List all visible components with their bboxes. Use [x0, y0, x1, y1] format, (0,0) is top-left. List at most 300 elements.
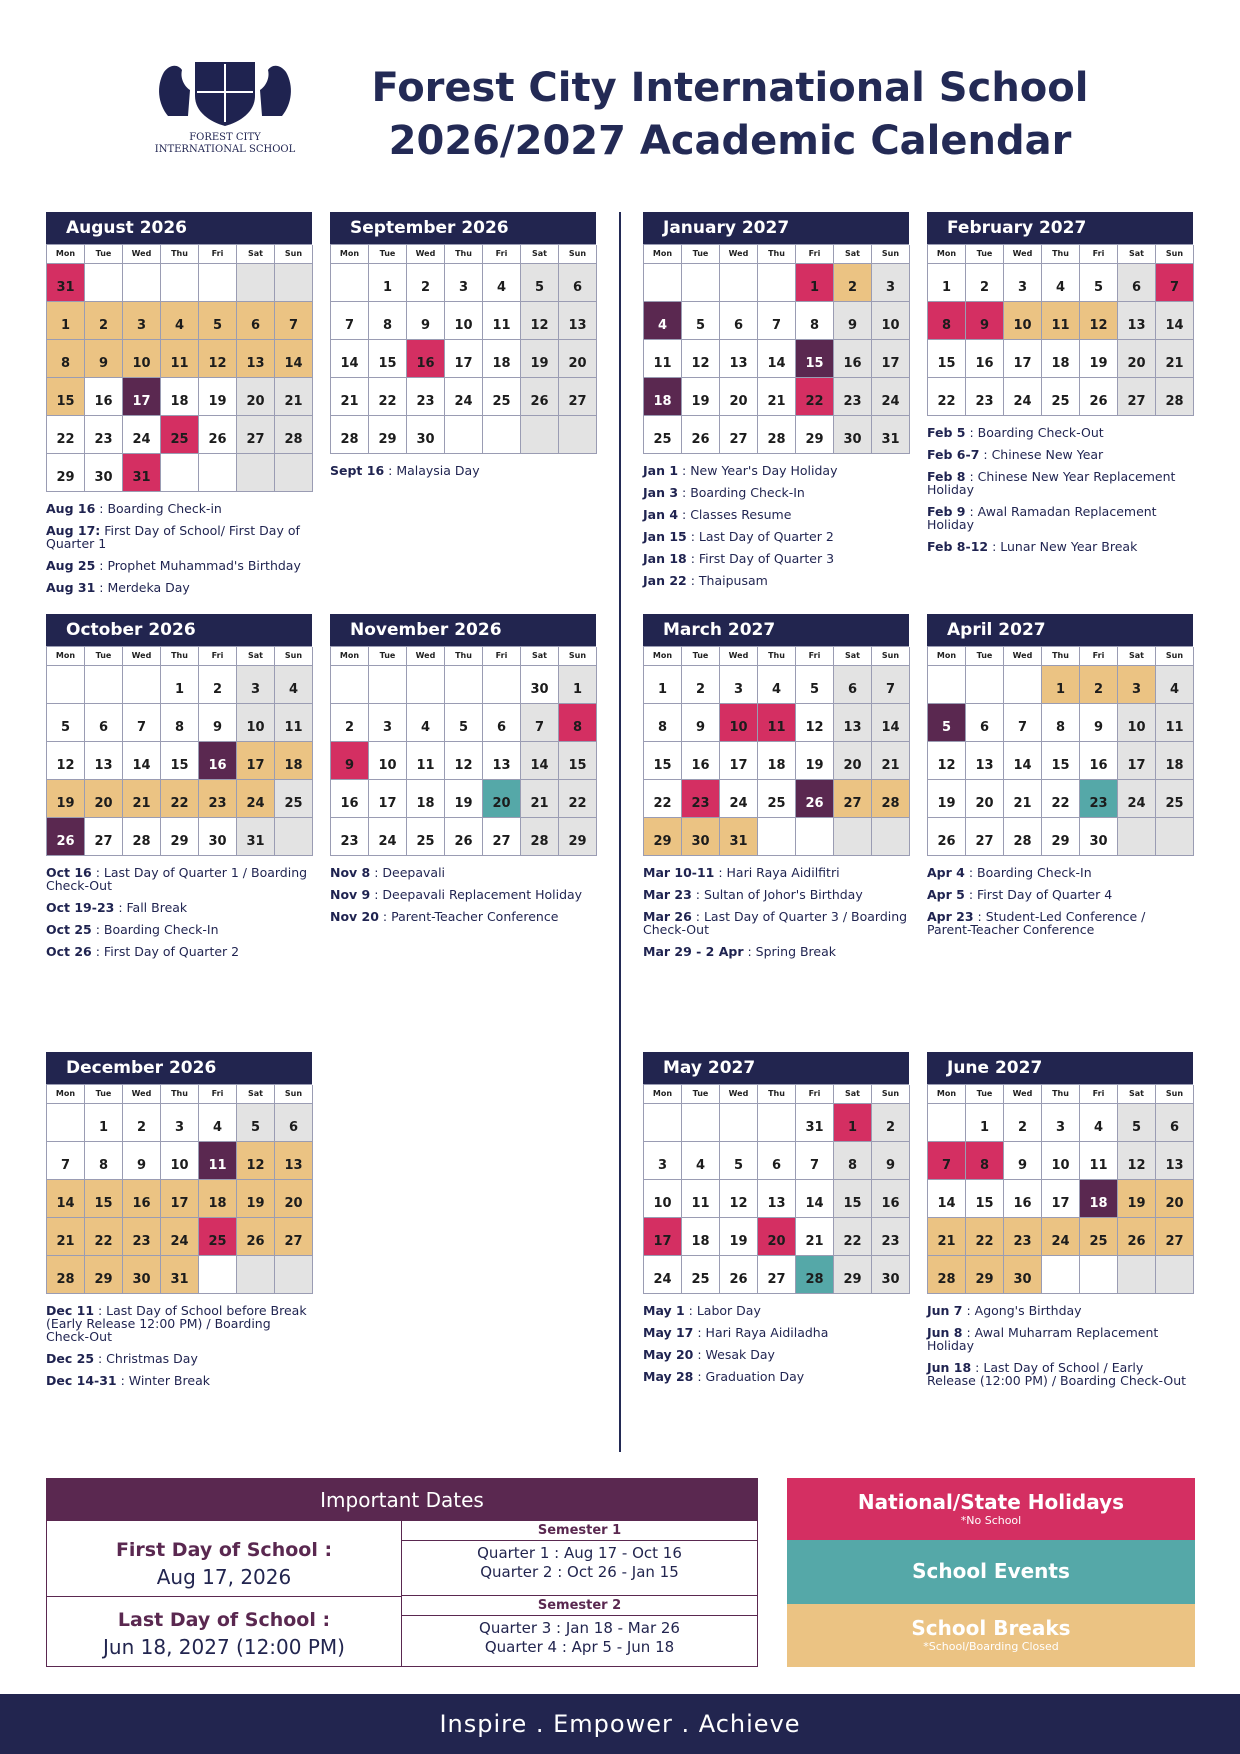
event-date: Feb 6-7 [927, 447, 980, 462]
calendar-day: 13 [559, 302, 597, 340]
calendar-day: 14 [758, 340, 796, 378]
month-title: February 2027 [927, 212, 1193, 244]
calendar-day: 2 [123, 1104, 161, 1142]
calendar-day: 28 [521, 818, 559, 856]
calendar-day: 29 [834, 1256, 872, 1294]
event-date: May 1 [643, 1303, 685, 1318]
calendar-day [85, 264, 123, 302]
weekday-header: Fri [796, 245, 834, 264]
weekday-header: Fri [1080, 245, 1118, 264]
calendar-day: 16 [1004, 1180, 1042, 1218]
calendar-day: 5 [682, 302, 720, 340]
calendar-day: 12 [1080, 302, 1118, 340]
month-feb [927, 212, 1193, 562]
event-item [46, 502, 312, 515]
calendar-day: 8 [369, 302, 407, 340]
calendar-day: 18 [483, 340, 521, 378]
month-title: March 2027 [643, 614, 909, 646]
event-item [46, 1352, 312, 1365]
calendar-day [237, 1256, 275, 1294]
calendar-day [644, 1104, 682, 1142]
event-item [927, 910, 1193, 936]
month-grid [643, 244, 909, 454]
semester-2: Semester 2 [402, 1596, 757, 1616]
event-item [643, 888, 909, 901]
calendar-day: 12 [521, 302, 559, 340]
calendar-day: 28 [47, 1256, 85, 1294]
event-text: : Awal Muharram Replacement Holiday [927, 1325, 1159, 1353]
calendar-day: 19 [796, 742, 834, 780]
month-events [927, 1304, 1193, 1387]
calendar-day: 11 [682, 1180, 720, 1218]
calendar-day: 2 [331, 704, 369, 742]
calendar-day: 27 [483, 818, 521, 856]
calendar-day: 17 [369, 780, 407, 818]
weekday-header: Mon [928, 1085, 966, 1104]
calendar-day [758, 264, 796, 302]
month-grid [46, 1084, 312, 1294]
calendar-day [928, 1104, 966, 1142]
weekday-header: Sat [237, 647, 275, 666]
event-item [46, 945, 312, 958]
calendar-day: 1 [161, 666, 199, 704]
semesters [401, 1521, 757, 1667]
event-date: Nov 20 [330, 909, 379, 924]
event-date: Jun 7 [927, 1303, 963, 1318]
calendar-day: 15 [966, 1180, 1004, 1218]
calendar-day: 14 [872, 704, 910, 742]
calendar-day [237, 454, 275, 492]
semester-2-quarters [402, 1616, 757, 1657]
calendar-day [275, 1256, 313, 1294]
month-events [643, 866, 909, 958]
calendar-day: 20 [275, 1180, 313, 1218]
event-text: : Prophet Muhammad's Birthday [95, 558, 301, 573]
calendar-day: 6 [275, 1104, 313, 1142]
calendar-day: 6 [834, 666, 872, 704]
calendar-day: 30 [1004, 1256, 1042, 1294]
calendar-day: 18 [275, 742, 313, 780]
event-text: : Chinese New Year Replacement Holiday [927, 469, 1176, 497]
calendar-day: 19 [199, 378, 237, 416]
event-date: Apr 23 [927, 909, 974, 924]
event-item [643, 910, 909, 936]
weekday-header: Sat [237, 245, 275, 264]
event-date: Feb 8-12 [927, 539, 989, 554]
calendar-day: 11 [644, 340, 682, 378]
weekday-header: Sat [834, 1085, 872, 1104]
weekday-header: Wed [407, 647, 445, 666]
calendar-day: 22 [47, 416, 85, 454]
calendar-day [796, 818, 834, 856]
calendar-day: 19 [445, 780, 483, 818]
event-item [46, 866, 312, 892]
calendar-day: 13 [237, 340, 275, 378]
event-item [643, 1370, 909, 1383]
event-text: : Student-Led Conference / Parent-Teacher Conference [927, 909, 1146, 937]
weekday-header: Wed [1004, 245, 1042, 264]
month-grid [330, 244, 596, 454]
calendar-day: 20 [237, 378, 275, 416]
calendar-day: 15 [47, 378, 85, 416]
calendar-day: 11 [275, 704, 313, 742]
month-nov [330, 614, 596, 932]
month-aug [46, 212, 312, 603]
calendar-day [966, 666, 1004, 704]
month-jun [927, 1052, 1193, 1396]
calendar-day: 7 [796, 1142, 834, 1180]
calendar-day: 9 [966, 302, 1004, 340]
calendar-day: 8 [796, 302, 834, 340]
calendar-day: 20 [758, 1218, 796, 1256]
calendar-day: 17 [161, 1180, 199, 1218]
calendar-day: 8 [161, 704, 199, 742]
calendar-day: 6 [237, 302, 275, 340]
event-item [46, 1304, 312, 1343]
event-date: Oct 16 [46, 865, 92, 880]
event-text: : New Year's Day Holiday [678, 463, 838, 478]
calendar-day: 22 [834, 1218, 872, 1256]
calendar-day: 30 [872, 1256, 910, 1294]
event-date: Jan 3 [643, 485, 679, 500]
event-item [927, 448, 1193, 461]
calendar-day: 20 [966, 780, 1004, 818]
month-title: December 2026 [46, 1052, 312, 1084]
event-date: Aug 25 [46, 558, 96, 573]
weekday-header: Tue [966, 1085, 1004, 1104]
calendar-day: 22 [85, 1218, 123, 1256]
event-date: Oct 19-23 [46, 900, 115, 915]
weekday-header: Tue [85, 1085, 123, 1104]
calendar-day: 21 [758, 378, 796, 416]
calendar-day: 5 [199, 302, 237, 340]
event-date: Mar 10-11 [643, 865, 715, 880]
calendar-day: 23 [407, 378, 445, 416]
calendar-day [1156, 1256, 1194, 1294]
calendar-day: 4 [161, 302, 199, 340]
calendar-day: 28 [123, 818, 161, 856]
calendar-day: 20 [720, 378, 758, 416]
calendar-day: 12 [682, 340, 720, 378]
calendar-day: 1 [644, 666, 682, 704]
weekday-header: Sun [872, 647, 910, 666]
month-grid [927, 646, 1193, 856]
calendar-day: 15 [1042, 742, 1080, 780]
calendar-day: 10 [1118, 704, 1156, 742]
month-dec [46, 1052, 312, 1396]
event-date: Sept 16 [330, 463, 385, 478]
calendar-day: 12 [796, 704, 834, 742]
weekday-header: Tue [369, 245, 407, 264]
calendar-day: 20 [1156, 1180, 1194, 1218]
calendar-day: 14 [123, 742, 161, 780]
calendar-day [445, 666, 483, 704]
calendar-day: 5 [796, 666, 834, 704]
event-text: : Parent-Teacher Conference [378, 909, 559, 924]
calendar-day: 8 [834, 1142, 872, 1180]
calendar-day [369, 666, 407, 704]
calendar-day: 27 [758, 1256, 796, 1294]
weekday-header: Thu [1042, 245, 1080, 264]
calendar-day: 6 [85, 704, 123, 742]
event-item [643, 1304, 909, 1317]
weekday-header: Thu [1042, 647, 1080, 666]
calendar-day: 14 [796, 1180, 834, 1218]
calendar-day: 27 [275, 1218, 313, 1256]
event-item [643, 866, 909, 879]
calendar-day [720, 1104, 758, 1142]
month-events [927, 426, 1193, 553]
calendar-day: 21 [1004, 780, 1042, 818]
calendar-day: 7 [275, 302, 313, 340]
calendar-day: 15 [161, 742, 199, 780]
calendar-day: 3 [872, 264, 910, 302]
calendar-day: 7 [521, 704, 559, 742]
calendar-day: 1 [834, 1104, 872, 1142]
last-day-block [47, 1609, 401, 1659]
event-date: Jan 1 [643, 463, 679, 478]
calendar-day [758, 1104, 796, 1142]
calendar-day: 15 [559, 742, 597, 780]
calendar-day: 25 [682, 1256, 720, 1294]
weekday-header: Sat [237, 1085, 275, 1104]
calendar-day: 21 [872, 742, 910, 780]
month-title: November 2026 [330, 614, 596, 646]
event-item [46, 524, 312, 550]
month-events [330, 464, 596, 477]
calendar-day: 17 [720, 742, 758, 780]
month-mar [643, 614, 909, 967]
event-date: Jan 4 [643, 507, 679, 522]
event-text: : Boarding Check-Out [965, 425, 1104, 440]
calendar-day: 18 [758, 742, 796, 780]
weekday-header: Thu [445, 245, 483, 264]
calendar-day: 14 [928, 1180, 966, 1218]
calendar-day: 8 [47, 340, 85, 378]
weekday-header: Mon [644, 245, 682, 264]
calendar-day: 30 [407, 416, 445, 454]
calendar-day: 19 [1080, 340, 1118, 378]
month-grid [643, 1084, 909, 1294]
calendar-day: 14 [275, 340, 313, 378]
month-title: September 2026 [330, 212, 596, 244]
calendar-day: 31 [123, 454, 161, 492]
weekday-header: Mon [644, 1085, 682, 1104]
calendar-day: 21 [47, 1218, 85, 1256]
calendar-day: 19 [237, 1180, 275, 1218]
weekday-header: Mon [644, 647, 682, 666]
calendar-day: 25 [1156, 780, 1194, 818]
event-item [643, 464, 909, 477]
legend-breaks [787, 1604, 1195, 1667]
event-text: : Labor Day [684, 1303, 761, 1318]
event-date: Mar 26 [643, 909, 692, 924]
event-date: May 28 [643, 1369, 694, 1384]
legend-holidays-note: *No School [960, 1514, 1022, 1527]
calendar-day [559, 416, 597, 454]
legend-events [787, 1540, 1195, 1604]
calendar-day [1156, 818, 1194, 856]
footer-slogan: Inspire . Empower . Achieve [0, 1694, 1240, 1754]
calendar-day: 25 [644, 416, 682, 454]
weekday-header: Sun [275, 245, 313, 264]
calendar-day: 23 [85, 416, 123, 454]
event-item [643, 1348, 909, 1361]
event-date: Apr 5 [927, 887, 965, 902]
event-item [46, 559, 312, 572]
calendar-day: 21 [796, 1218, 834, 1256]
calendar-day: 2 [199, 666, 237, 704]
calendar-day [521, 416, 559, 454]
calendar-day: 24 [123, 416, 161, 454]
calendar-day: 28 [758, 416, 796, 454]
calendar-day: 20 [1118, 340, 1156, 378]
calendar-day: 3 [720, 666, 758, 704]
weekday-header: Sat [521, 245, 559, 264]
calendar-day: 8 [85, 1142, 123, 1180]
event-date: Aug 16 [46, 501, 96, 516]
calendar-day [123, 264, 161, 302]
calendar-day: 25 [275, 780, 313, 818]
event-date: Jan 18 [643, 551, 687, 566]
weekday-header: Sun [559, 245, 597, 264]
event-text: : Thaipusam [686, 573, 768, 588]
calendar-day: 20 [559, 340, 597, 378]
calendar-day: 23 [834, 378, 872, 416]
calendar-day: 18 [682, 1218, 720, 1256]
calendar-day: 26 [682, 416, 720, 454]
event-item [643, 552, 909, 565]
calendar-day: 5 [1118, 1104, 1156, 1142]
calendar-day: 9 [834, 302, 872, 340]
calendar-day [331, 666, 369, 704]
calendar-day: 29 [796, 416, 834, 454]
calendar-day: 26 [796, 780, 834, 818]
calendar-day: 5 [47, 704, 85, 742]
weekday-header: Fri [199, 647, 237, 666]
calendar-day: 18 [1042, 340, 1080, 378]
calendar-day: 23 [123, 1218, 161, 1256]
quarter-2: Quarter 2 : Oct 26 - Jan 15 [480, 1563, 679, 1581]
calendar-day: 6 [559, 264, 597, 302]
month-events [330, 866, 596, 923]
calendar-day: 14 [331, 340, 369, 378]
calendar-day [237, 264, 275, 302]
calendar-day: 13 [966, 742, 1004, 780]
weekday-header: Wed [123, 647, 161, 666]
event-text: : Awal Ramadan Replacement Holiday [927, 504, 1157, 532]
calendar-day: 26 [445, 818, 483, 856]
calendar-day: 18 [1156, 742, 1194, 780]
calendar-day: 10 [644, 1180, 682, 1218]
month-oct [46, 614, 312, 967]
calendar-day: 2 [966, 264, 1004, 302]
calendar-day: 17 [1118, 742, 1156, 780]
calendar-day: 15 [369, 340, 407, 378]
weekday-header: Fri [1080, 1085, 1118, 1104]
weekday-header: Sat [834, 245, 872, 264]
event-text: : Merdeka Day [95, 580, 190, 595]
calendar-day: 4 [199, 1104, 237, 1142]
calendar-day: 16 [834, 340, 872, 378]
quarter-4: Quarter 4 : Apr 5 - Jun 18 [484, 1638, 675, 1656]
calendar-day: 23 [1080, 780, 1118, 818]
calendar-day: 17 [872, 340, 910, 378]
event-item [330, 464, 596, 477]
calendar-day: 11 [1156, 704, 1194, 742]
event-item [643, 574, 909, 587]
event-date: Feb 9 [927, 504, 966, 519]
calendar-day: 8 [1042, 704, 1080, 742]
event-item [643, 530, 909, 543]
calendar-day: 10 [123, 340, 161, 378]
calendar-day: 22 [1042, 780, 1080, 818]
calendar-day: 30 [521, 666, 559, 704]
calendar-day: 10 [1042, 1142, 1080, 1180]
calendar-day: 24 [161, 1218, 199, 1256]
calendar-day: 18 [407, 780, 445, 818]
weekday-header: Mon [331, 647, 369, 666]
calendar-day [1118, 818, 1156, 856]
month-events [643, 1304, 909, 1383]
calendar-day: 4 [1042, 264, 1080, 302]
calendar-day: 24 [445, 378, 483, 416]
month-jan [643, 212, 909, 596]
calendar-day: 23 [199, 780, 237, 818]
weekday-header: Thu [161, 245, 199, 264]
last-day-value: Jun 18, 2027 (12:00 PM) [103, 1635, 345, 1659]
calendar-day: 1 [85, 1104, 123, 1142]
calendar-day: 11 [758, 704, 796, 742]
calendar-day: 29 [966, 1256, 1004, 1294]
calendar-day: 31 [161, 1256, 199, 1294]
weekday-header: Mon [47, 245, 85, 264]
event-text: : Deepavali Replacement Holiday [370, 887, 583, 902]
calendar-day: 21 [331, 378, 369, 416]
event-text: : Last Day of Quarter 1 / Boarding Check-Out [46, 865, 308, 893]
calendar-day: 8 [644, 704, 682, 742]
event-text: : Last Day of School / Early Release (12:00 PM) / Boarding Check-Out [927, 1360, 1187, 1388]
semester-1: Semester 1 [402, 1521, 757, 1541]
event-item [46, 581, 312, 594]
event-item [643, 508, 909, 521]
calendar-day: 10 [369, 742, 407, 780]
weekday-header: Thu [758, 1085, 796, 1104]
calendar-day: 6 [758, 1142, 796, 1180]
event-date: Apr 4 [927, 865, 965, 880]
legend-holidays [787, 1478, 1195, 1540]
calendar-day: 22 [161, 780, 199, 818]
legend-holidays-label: National/State Holidays [857, 1490, 1125, 1514]
calendar-day: 13 [834, 704, 872, 742]
calendar-day: 29 [85, 1256, 123, 1294]
calendar-day: 27 [237, 416, 275, 454]
month-title: January 2027 [643, 212, 909, 244]
calendar-day: 19 [521, 340, 559, 378]
calendar-day: 25 [407, 818, 445, 856]
calendar-day: 2 [1080, 666, 1118, 704]
month-events [46, 866, 312, 958]
weekday-header: Thu [161, 1085, 199, 1104]
calendar-day [47, 1104, 85, 1142]
calendar-day: 20 [834, 742, 872, 780]
calendar-day: 2 [834, 264, 872, 302]
calendar-day: 4 [682, 1142, 720, 1180]
calendar-day: 17 [1004, 340, 1042, 378]
event-item [330, 888, 596, 901]
logo-text: FOREST CITY INTERNATIONAL SCHOOL [154, 132, 296, 155]
calendar-day: 16 [1080, 742, 1118, 780]
